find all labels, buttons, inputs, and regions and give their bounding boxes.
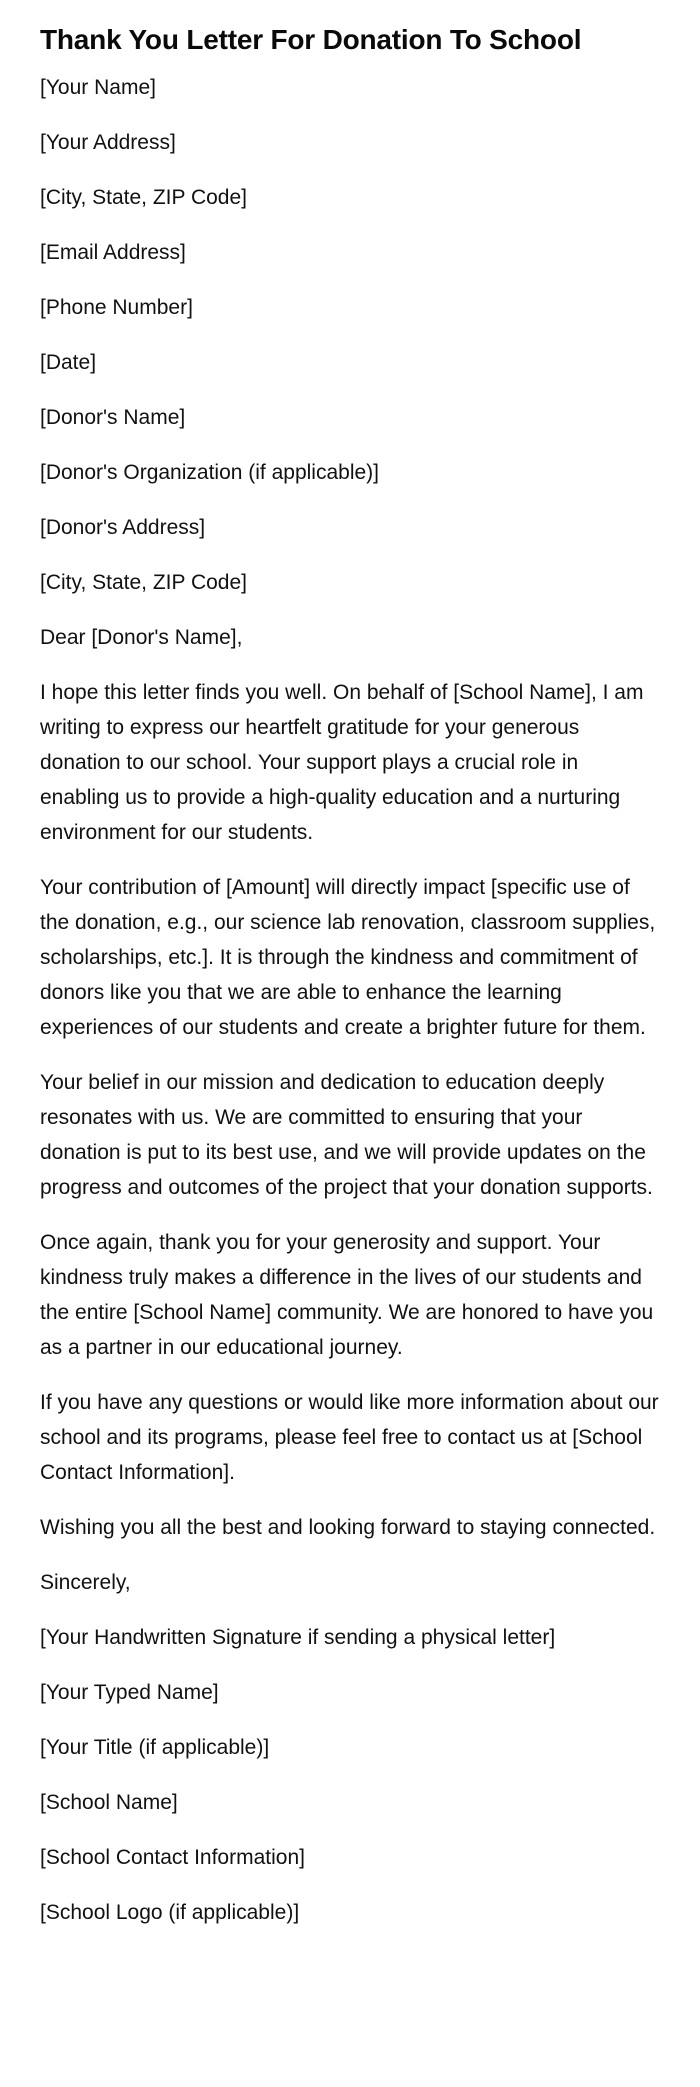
salutation: Dear [Donor's Name], (40, 626, 243, 649)
donor-city-state-zip: [City, State, ZIP Code] (40, 571, 247, 594)
page-title: Thank You Letter For Donation To School (40, 24, 582, 55)
sender-phone: [Phone Number] (40, 296, 193, 319)
sender-title: [Your Title (if applicable)] (40, 1736, 270, 1759)
letter-body (40, 70, 660, 1930)
sender-email: [Email Address] (40, 241, 186, 264)
school-contact-information: [School Contact Information] (40, 1846, 305, 1869)
donor-name: [Donor's Name] (40, 406, 186, 429)
closing-sincerely: Sincerely, (40, 1571, 131, 1594)
body-paragraph-mission: Your belief in our mission and dedication to education deeply resonates with us. We are committed to ensuring that your donation is put to its best use, and we will provide updates on the progress and outcomes of the project that your donation supports. (40, 1071, 653, 1199)
closing-wish: Wishing you all the best and looking forward to staying connected. (40, 1516, 656, 1539)
typed-name: [Your Typed Name] (40, 1681, 219, 1704)
body-paragraph-contact: If you have any questions or would like more information about our school and its programs, please feel free to contact us at [School Contact Information]. (40, 1391, 659, 1484)
donor-address: [Donor's Address] (40, 516, 206, 539)
sender-address: [Your Address] (40, 131, 176, 154)
school-logo-placeholder: [School Logo (if applicable)] (40, 1901, 300, 1924)
body-paragraph-contribution: Your contribution of [Amount] will directly impact [specific use of the donation, e.g., our science lab renovation, classroom supplies, scholarships, etc.]. It is through the kindness and commitment of donors like you that we are able to enhance the learning experiences of our students and create a brighter future for them. (40, 876, 656, 1039)
sender-city-state-zip: [City, State, ZIP Code] (40, 186, 247, 209)
body-paragraph-thanks: Once again, thank you for your generosity and support. Your kindness truly makes a difference in the lives of our students and the entire [School Name] community. We are honored to have you as a partner in our educational journey. (40, 1231, 654, 1359)
signature-placeholder: [Your Handwritten Signature if sending a physical letter] (40, 1626, 556, 1649)
school-name: [School Name] (40, 1791, 178, 1814)
sender-name: [Your Name] (40, 76, 156, 99)
donor-organization: [Donor's Organization (if applicable)] (40, 461, 380, 484)
body-paragraph-intro: I hope this letter finds you well. On behalf of [School Name], I am writing to express our heartfelt gratitude for your generous donation to our school. Your support plays a crucial role in enabling us to provide a high-quality education and a nurturing environment for our students. (40, 681, 644, 844)
letter-date: [Date] (40, 351, 97, 374)
